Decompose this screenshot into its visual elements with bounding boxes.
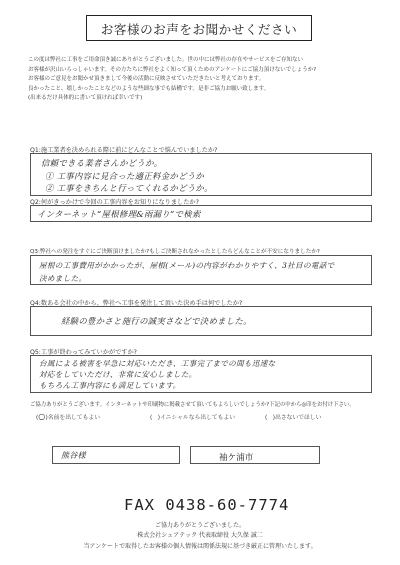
q5-answer-line: もちろん工事内容にも満足しています。: [39, 381, 181, 390]
q5-label: Q5:工事が終わってみていかがですか?: [30, 349, 137, 356]
q1-answer-line: ① 工事内容に見合った適正料金かどうか: [45, 171, 205, 181]
customer-city: 袖ケ浦市: [219, 453, 254, 463]
consent-option-none[interactable]: ( )出さないでほしい: [265, 415, 322, 421]
consent-option-initial[interactable]: ( )イニシャルなら出してもよい: [150, 415, 236, 421]
q4-answer-line: 経験の豊かさと施行の誠実さなどで決めました。: [61, 316, 252, 326]
q2-answer-box: [30, 205, 372, 222]
q2-answer-line: インターネット“屋根修理&雨漏り”で検索: [37, 209, 201, 219]
consent-option-name[interactable]: (○)名前を出してもよい: [36, 412, 100, 421]
survey-title: お客様のお声をお聞かせください: [86, 15, 312, 41]
q5-answer-box: [30, 355, 372, 393]
fax-label: FAX: [124, 496, 155, 514]
fax-number: 0438-60-7774: [165, 496, 290, 514]
q3-label: Q3:弊社への発注をすぐにご決断頂けましたか?もしご決断されなかったとしたらどんなことが不安になりましたか?: [30, 249, 320, 255]
q3-answer-line: 屋根の工事費用がかかったが、屋根(メール)の内容がわかりやすく、3社目の電話で: [39, 261, 335, 270]
intro-line: この度は弊社に工事をご用命頂き誠にありがとうございました。世の中には弊社の存在やサービスをご存知ない: [28, 57, 304, 63]
intro-line: 良かったこと、嬉しかったことなどのような些細な事でも結構です。是非ご協力お願い致します。: [28, 85, 270, 92]
q5-answer-line: 台風による被害を早急に対応いただき、工事完了までの間も迅速な: [39, 359, 276, 368]
footer-privacy: 当アンケートで取得したお客様の個人情報は関係法規に基づき厳正に管理いたします。: [83, 543, 317, 550]
intro-text: [28, 56, 374, 104]
q3-answer-line: 決めました。: [39, 274, 87, 283]
q2-label: Q2:何がきっかけで今回の工事内容をお知りになりましたか?: [30, 199, 199, 206]
customer-name: 熊谷様: [61, 451, 86, 460]
intro-line: (出来るだけ具体的に書いて頂ければ幸いです): [28, 95, 143, 102]
consent-question: ご協力ありがとうございます。インターネットや印刷物に掲載させて頂いてもよろしいでしょうか?下記の中から◎印をお付け下さい。: [30, 402, 355, 408]
q4-answer-box: [30, 306, 372, 336]
fax-line: [124, 496, 289, 514]
intro-line: お客様のご意見をお聞かせ頂きまして今後の活動に反映させていただきたいと考えております。: [28, 76, 265, 83]
q4-label: Q4:数ある会社の中から、弊社へ工事を発注して頂いた決め手は何でしたか?: [30, 300, 243, 307]
consent-circle-mark: ○: [38, 412, 46, 421]
q5-answer-line: 対応をしていただけ、非常に安心しました。: [39, 370, 197, 379]
q1-answer-box: [30, 153, 372, 196]
q3-answer-box: [30, 255, 372, 285]
q1-answer-line: ② 工事をきちんと行ってくれるかどうか。: [45, 183, 213, 193]
customer-city-box: [190, 446, 320, 464]
intro-line: お客様が沢山いらっしゃいます。その方たちに弊社をよく知って頂くためのアンケートにご協力頂けないでしょうか?: [28, 66, 317, 73]
footer-company: 株式会社シェアテック 代表取締役 大久保 誠二: [137, 532, 263, 539]
footer-thanks: ご協力ありがとうございました。: [154, 522, 245, 529]
q1-answer-line: 信頼できる業者さんかどうか。: [41, 158, 163, 168]
q1-label: Q1:施工業者を決められる際に前にどんなことで悩んでいましたか?: [30, 147, 218, 154]
customer-name-box: [52, 446, 180, 464]
